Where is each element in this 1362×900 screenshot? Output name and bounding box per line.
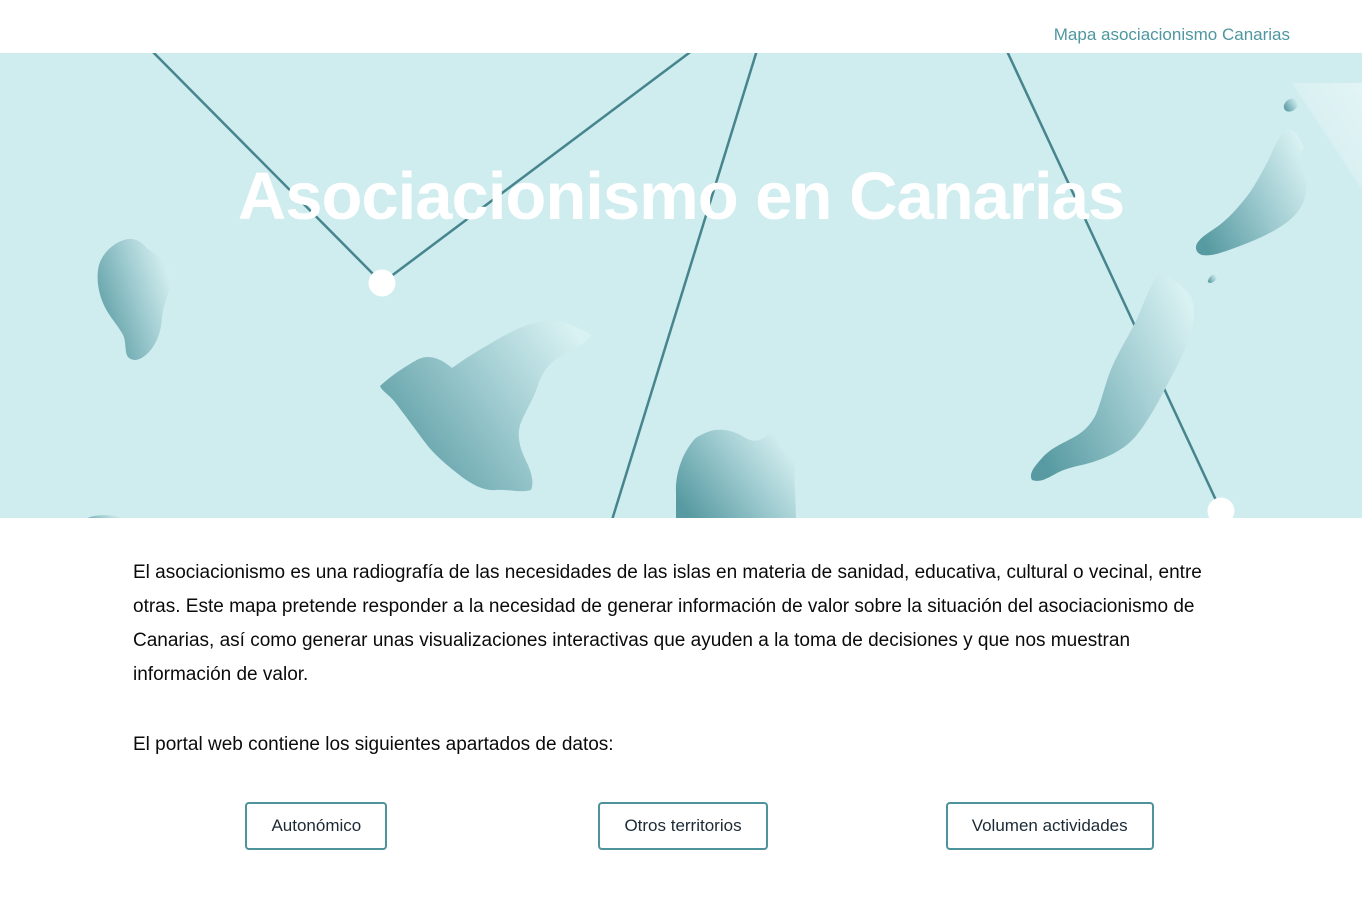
lobos-island (1208, 275, 1217, 283)
intro-paragraph: El asociacionismo es una radiografía de las necesidades de las islas en materia de sanidad, educativa, cultural o vecinal, entre otras. Este mapa pretende responder a la necesidad de generar información de valor sobre la situación del asociacionismo de Canarias, así como generar unas visualizaciones interactivas que ayuden a la toma de decisiones y que nos muestran información de valor. (133, 562, 1202, 685)
data-sections-buttons (133, 802, 1233, 850)
button-column (133, 802, 500, 850)
node-dot (1208, 498, 1235, 519)
otros-territorios-button[interactable]: Otros territorios (598, 802, 767, 850)
fuerteventura-island (1031, 273, 1194, 481)
node-dot (369, 270, 396, 297)
la-graciosa-island (1284, 99, 1298, 112)
canary-islands-map (0, 53, 1362, 518)
volumen-actividades-button[interactable]: Volumen actividades (946, 802, 1154, 850)
main-content (133, 556, 1233, 850)
autonomico-button[interactable]: Autonómico (245, 802, 387, 850)
gran-canaria-island (676, 430, 796, 518)
sections-intro: El portal web contiene los siguientes apartados de datos: (133, 734, 614, 755)
top-nav (0, 0, 1362, 53)
button-column (866, 802, 1233, 850)
nav-link-mapa[interactable]: Mapa asociacionismo Canarias (1053, 25, 1290, 44)
tenerife-island (380, 321, 592, 491)
hero-banner (0, 53, 1362, 518)
button-column (500, 802, 867, 850)
page-title: Asociacionismo en Canarias (237, 159, 1125, 234)
la-palma-island (98, 239, 171, 360)
el-hierro-island (85, 515, 125, 518)
